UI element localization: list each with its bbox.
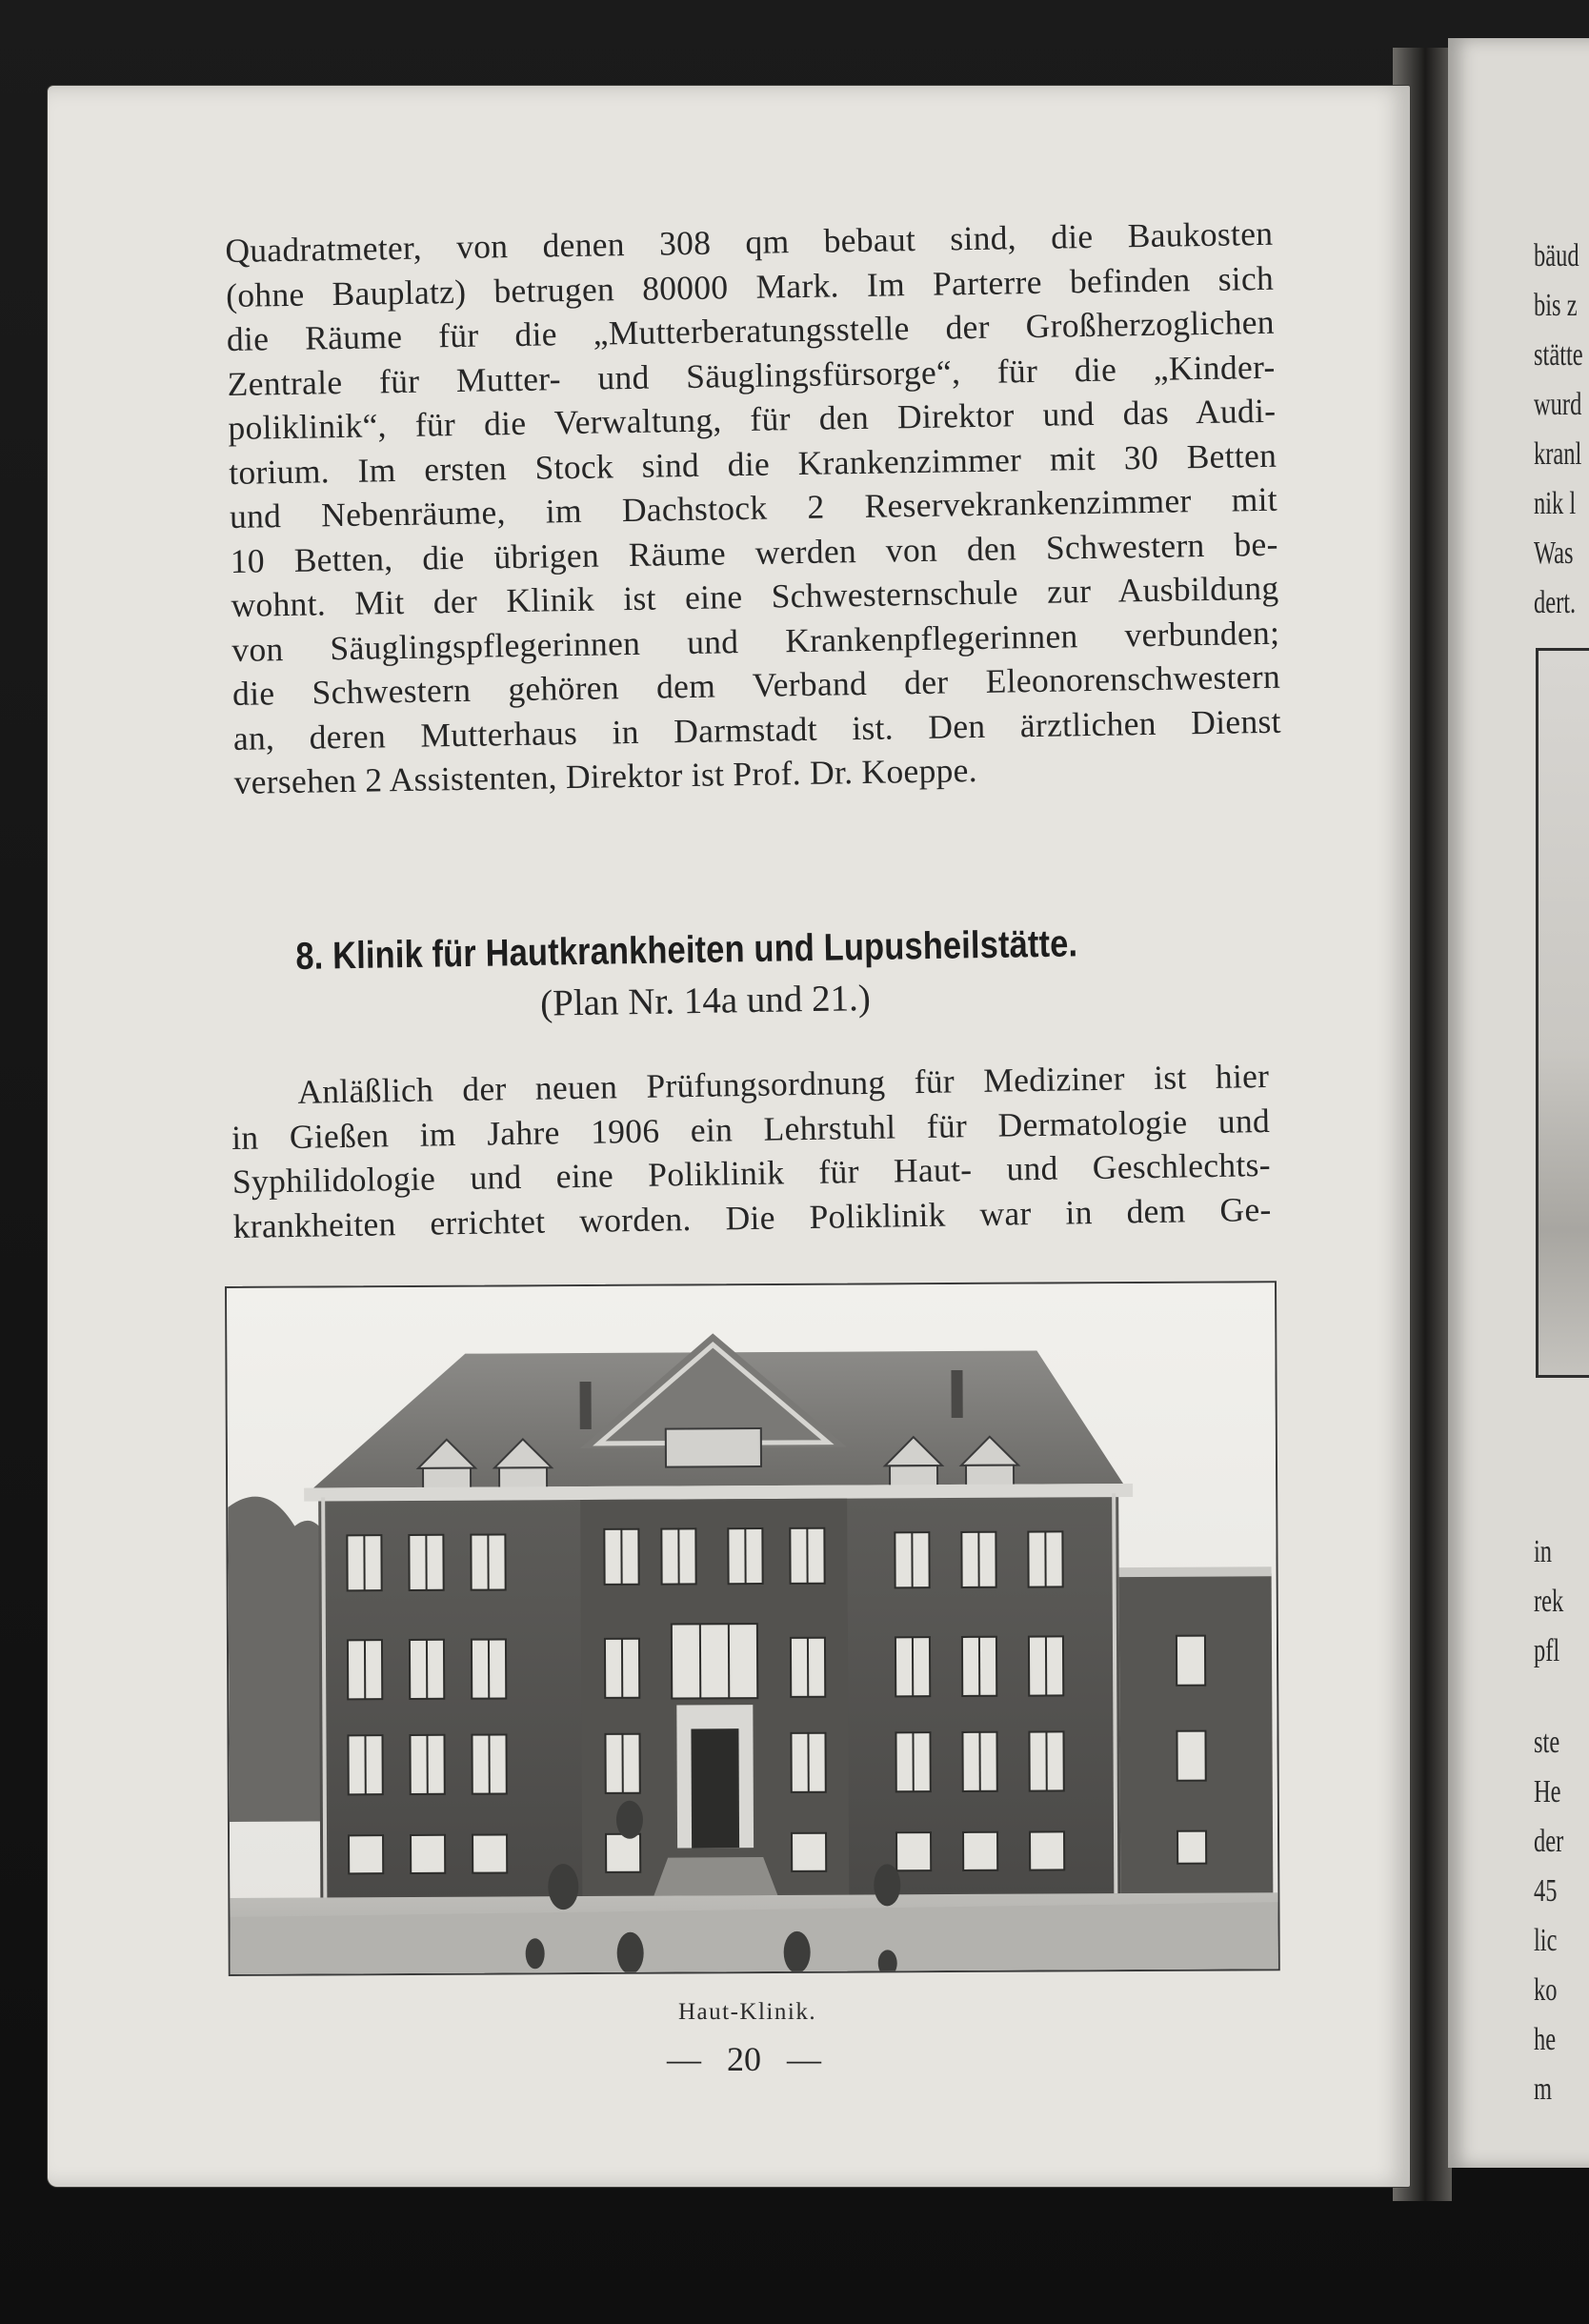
facing-page-line: stätte (1534, 337, 1583, 373)
text-line: Syphilidologie und eine Poliklinik für Haut- und Geschlechts- (231, 1144, 1272, 1201)
text-line: poliklinik“, für die Verwaltung, für den Direktor und das Audi- (228, 391, 1277, 447)
text-line: 10 Betten, die übrigen Räume werden von den Schwestern be- (230, 524, 1278, 580)
text-line: (ohne Bauplatz) betrugen 80000 Mark. Im Parterre befinden sich (225, 258, 1275, 314)
text-line: die Räume für die „Mutterberatungsstelle der Großherzoglichen (226, 302, 1276, 358)
facing-page-line: ko (1534, 1972, 1558, 2008)
facing-page-line: bis z (1534, 288, 1578, 323)
facing-page-line: Was (1534, 536, 1574, 571)
paragraph-continued (225, 212, 1282, 805)
facing-page-line: rek (1534, 1584, 1564, 1619)
facing-page-line: nik l (1534, 486, 1577, 521)
text-line: wohnt. Mit der Klinik ist eine Schwesternschule zur Ausbildung (231, 568, 1279, 624)
text-line: Anläßlich der neuen Prüfungsordnung für Mediziner ist hier (297, 1056, 1270, 1111)
text-line: versehen 2 Assistenten, Direktor ist Prof. Dr. Koeppe. (233, 750, 978, 801)
page-number: — 20 — (667, 2040, 821, 2078)
facing-page-line: m (1534, 2071, 1553, 2107)
facing-page-photo (1536, 648, 1589, 1378)
photo-caption: Haut-Klinik. (678, 1999, 817, 2025)
facing-page-line: 45 (1534, 1873, 1558, 1909)
facing-page-line: dert. (1534, 585, 1577, 620)
facing-page-line: pfl (1534, 1633, 1560, 1668)
section-heading (295, 920, 1211, 1029)
text-line: und Nebenräume, im Dachstock 2 Reservekrankenzimmer mit (229, 479, 1278, 536)
clinic-photograph (225, 1281, 1280, 1976)
facing-page-line: wurd (1534, 387, 1582, 422)
text-line: in Gießen im Jahre 1906 ein Lehrstuhl für Dermatologie und (231, 1101, 1271, 1157)
section-plan-reference: (Plan Nr. 14a und 21.) (539, 978, 872, 1024)
facing-page-line: kranl (1534, 436, 1582, 472)
text-line: die Schwestern gehören dem Verband der Eleonorenschwestern (231, 657, 1281, 713)
facing-page-line: bäud (1534, 238, 1579, 273)
facing-page-line: ste (1534, 1725, 1560, 1760)
facing-page-line: der (1534, 1824, 1564, 1859)
facing-page-line: he (1534, 2022, 1557, 2057)
facing-page-line: in (1534, 1534, 1553, 1569)
text-line: krankheiten errichtet worden. Die Poliklinik war in dem Ge- (232, 1189, 1272, 1245)
text-line: torium. Im ersten Stock sind die Krankenzimmer mit 30 Betten (228, 435, 1277, 492)
text-line: Quadratmeter, von denen 308 qm bebaut sind, die Baukosten (225, 213, 1274, 270)
facing-page-line: lic (1534, 1923, 1558, 1958)
facing-page-line: He (1534, 1774, 1561, 1809)
text-line: an, deren Mutterhaus in Darmstadt ist. Den ärztlichen Dienst (232, 701, 1282, 758)
section-paragraph (231, 1054, 1272, 1248)
text-line: von Säuglingspflegerinnen und Krankenpflegerinnen verbunden; (231, 613, 1280, 669)
section-title: 8. Klinik für Hautkrankheiten und Lupusheilstätte. (295, 922, 1078, 978)
building-illustration (227, 1283, 1278, 1974)
text-line: Zentrale für Mutter- und Säuglingsfürsorge“, für die „Kinder- (227, 347, 1276, 403)
facing-page (1448, 38, 1589, 2168)
